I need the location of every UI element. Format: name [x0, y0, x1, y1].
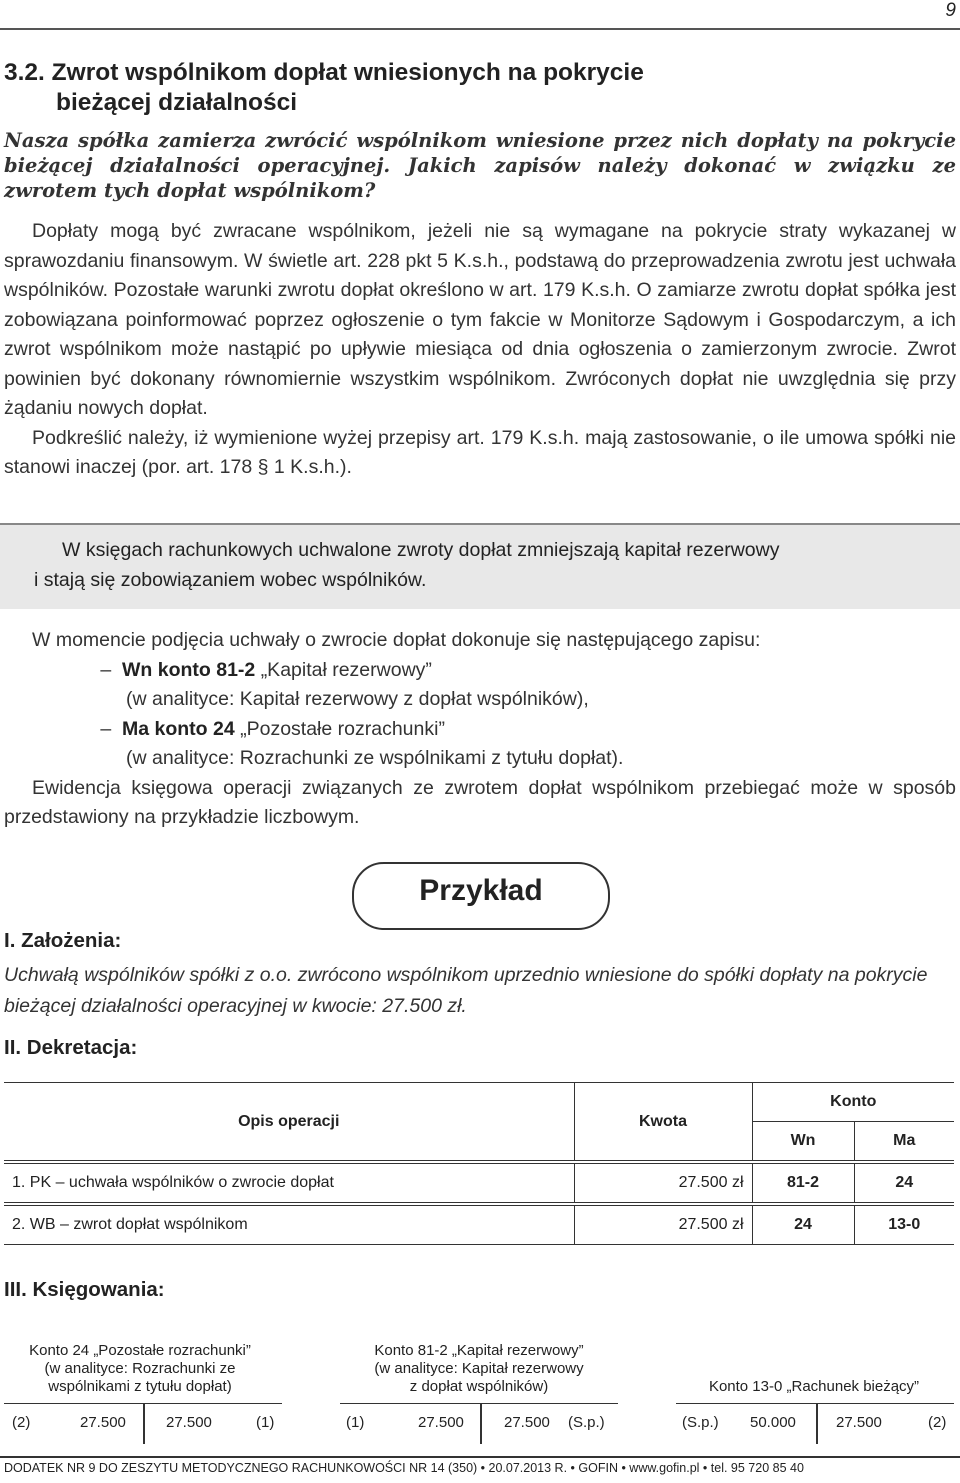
- entry-debit-note: (w analityce: Kapitał rezerwowy z dopłat wspólników),: [126, 688, 589, 710]
- account-divider: [143, 1404, 145, 1444]
- highlight-line-1: W księgach rachunkowych uchwalone zwroty dopłat zmniejszają kapitał rezerwowy: [62, 539, 780, 561]
- table-row: [4, 1164, 954, 1203]
- account-81-2-header: [345, 1342, 613, 1396]
- account-divider: [480, 1404, 482, 1444]
- account-13-0-dr-amount: 50.000: [750, 1414, 796, 1431]
- row-description: 1. PK – uchwała wspólników o zwrocie dopłat: [4, 1164, 574, 1203]
- section-title-line1: 3.2. Zwrot wspólnikom dopłat wniesionych na pokrycie: [4, 59, 644, 86]
- section-title-line2: bieżącej działalności: [56, 89, 298, 116]
- row-amount: 27.500 zł: [574, 1206, 752, 1245]
- footer-rule: [0, 1456, 960, 1458]
- assumptions-text: Uchwałą wspólników spółki z o.o. zwrócono wspólnikom uprzednio wniesione do spółki dopłaty na pokrycie bieżącej działalności operacyjnej w kwocie: 27.500 zł.: [4, 964, 928, 1017]
- assumptions-heading: I. Założenia:: [4, 929, 122, 952]
- footer-text: DODATEK NR 9 DO ZESZYTU METODYCZNEGO RACHUNKOWOŚCI NR 14 (350) • 20.07.2013 R. • GOFIN • www.gofin.pl • tel. 95 720 85 40: [4, 1461, 804, 1475]
- account-81-2-cr-amount: 27.500: [504, 1414, 550, 1431]
- account-divider: [816, 1404, 818, 1444]
- entry-credit-note: (w analityce: Rozrachunki ze wspólnikami z tytułu dopłat).: [126, 747, 624, 769]
- page-number: 9: [945, 0, 956, 21]
- col-header-account: Konto: [752, 1083, 954, 1122]
- row-ma: 24: [854, 1164, 954, 1203]
- entry-intro: W momencie podjęcia uchwały o zwrocie dopłat dokonuje się następującego zapisu:: [32, 629, 761, 651]
- account-81-2-cr-ref: (S.p.): [568, 1414, 605, 1431]
- account-13-0-dr-ref: (S.p.): [682, 1414, 719, 1431]
- account-13-0-t-account: [676, 1403, 954, 1444]
- entry-credit-name: „Pozostałe rozrachunki”: [240, 717, 445, 740]
- account-24-cr-amount: 27.500: [166, 1414, 212, 1431]
- entry-debit: [4, 656, 956, 686]
- col-header-amount: Kwota: [574, 1083, 752, 1161]
- account-24-t-account: [4, 1403, 282, 1444]
- account-81-2-dr-ref: (1): [346, 1414, 365, 1431]
- row-description: 2. WB – zwrot dopłat wspólnikom: [4, 1206, 574, 1245]
- account-81-2-t-account: [340, 1403, 618, 1444]
- example-label: Przykład: [419, 874, 543, 907]
- col-header-wn: Wn: [752, 1122, 854, 1161]
- col-header-description: Opis operacji: [4, 1083, 574, 1161]
- account-24-cr-ref: (1): [256, 1414, 275, 1431]
- row-wn: 24: [752, 1206, 854, 1245]
- body-paragraphs: [4, 217, 956, 483]
- account-81-2-title: Konto 81-2 „Kapitał rezerwowy”: [374, 1342, 584, 1359]
- account-13-0-cr-ref: (2): [928, 1414, 947, 1431]
- account-81-2-note-1: (w analityce: Kapitał rezerwowy: [374, 1360, 584, 1377]
- account-24-note-2: wspólnikami z tytułu dopłat): [48, 1378, 232, 1395]
- row-ma: 13-0: [854, 1206, 954, 1245]
- paragraph-2: Podkreślić należy, iż wymienione wyżej przepisy art. 179 K.s.h. mają zastosowanie, o ile umowa spółki nie stanowi inaczej (por. art. 178 § 1 K.s.h.).: [4, 426, 956, 478]
- entry-credit-account: Ma konto 24: [122, 717, 235, 740]
- account-24-dr-ref: (2): [12, 1414, 31, 1431]
- header-rule: [0, 28, 960, 30]
- table-row: [4, 1206, 954, 1245]
- dash-icon: –: [100, 717, 122, 740]
- journal-entry: [4, 626, 956, 833]
- account-24-note-1: (w analityce: Rozrachunki ze: [44, 1360, 236, 1377]
- account-24-dr-amount: 27.500: [80, 1414, 126, 1431]
- entry-debit-name: „Kapitał rezerwowy”: [260, 658, 432, 681]
- account-13-0-title: Konto 13-0 „Rachunek bieżący”: [708, 1378, 920, 1395]
- account-81-2-note-2: z dopłat wspólników): [409, 1378, 549, 1395]
- question-text: Nasza spółka zamierza zwrócić wspólnikom wniesione przez nich dopłaty na pokrycie bieżącej działalności operacyjnej. Jakich zapisów należy dokonać w związku ze zwrotem tych dopłat wspólnikom?: [4, 129, 956, 202]
- dash-icon: –: [100, 658, 122, 681]
- highlight-line-2: i stają się zobowiązaniem wobec wspólników.: [34, 568, 427, 591]
- decree-table: [4, 1082, 954, 1245]
- postings-heading: III. Księgowania:: [4, 1278, 165, 1301]
- highlight-text: [34, 536, 934, 595]
- account-13-0-header: [676, 1378, 952, 1396]
- account-24-title: Konto 24 „Pozostałe rozrachunki”: [29, 1342, 251, 1359]
- entry-credit: [4, 715, 956, 745]
- account-13-0-cr-amount: 27.500: [836, 1414, 882, 1431]
- account-81-2-dr-amount: 27.500: [418, 1414, 464, 1431]
- row-wn: 81-2: [752, 1164, 854, 1203]
- section-title: [4, 58, 904, 118]
- col-header-ma: Ma: [854, 1122, 954, 1161]
- paragraph-3: Ewidencja księgowa operacji związanych ze zwrotem dopłat wspólnikom przebiegać może w sposób przedstawiony na przykładzie liczbowym.: [4, 776, 956, 828]
- account-24-header: [4, 1342, 276, 1396]
- row-amount: 27.500 zł: [574, 1164, 752, 1203]
- paragraph-1: Dopłaty mogą być zwracane wspólnikom, jeżeli nie są wymagane na pokrycie straty wykazanej w sprawozdaniu finansowym. W świetle art. 228 pkt 5 K.s.h., podstawą do przeprowadzenia zwrotu jest uchwała wspólników. Pozostałe warunki zwrotu dopłat określono w art. 179 K.s.h. O zamiarze zwrotu dopłat spółka jest zobowiązana poinformować poprzez ogłoszenie o tym fakcie w Monitorze Sądowym i Gospodarczym, a ich zwrot wspólnikom może nastąpić po upływie miesiąca od dnia ogłoszenia o zamierzonym zwrocie. Zwrot powinien być dokonany równomiernie wszystkim wspólnikom. Zwróconych dopłat nie uwzględnia się przy żądaniu nowych dopłat.: [4, 220, 956, 419]
- entry-debit-account: Wn konto 81-2: [122, 658, 256, 681]
- decree-heading: II. Dekretacja:: [4, 1036, 138, 1059]
